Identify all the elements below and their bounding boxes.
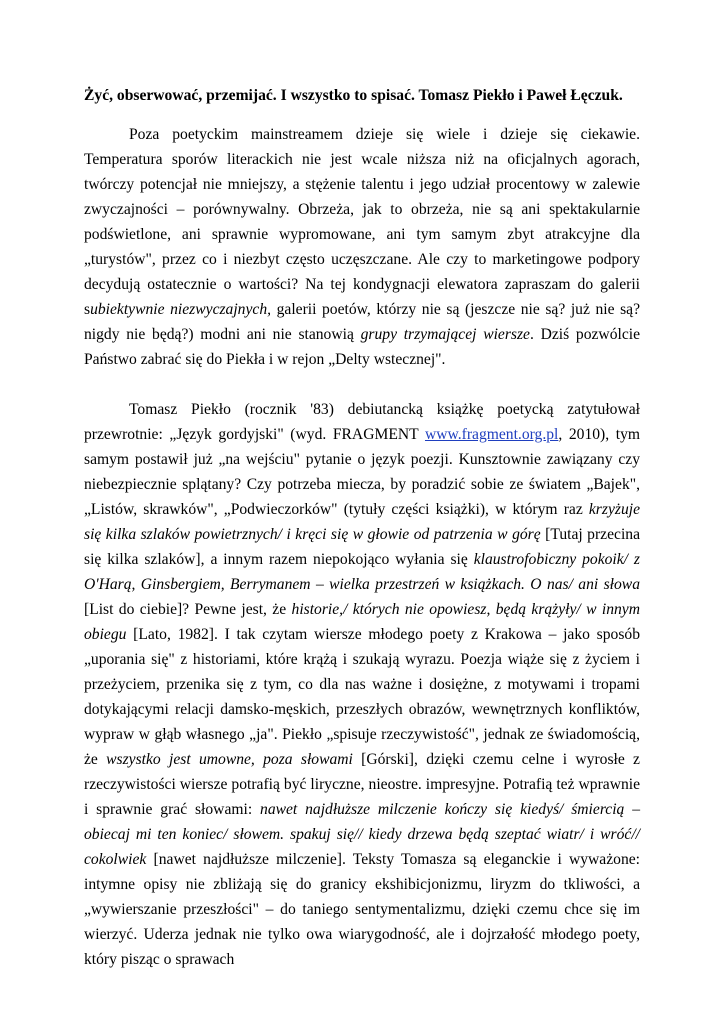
italic-quote: krzyżuje się kilka szlaków powietrznych/ i kręci się w głowie od patrzenia w górę (84, 501, 640, 543)
text-run: . Dziś pozwólcie Państwo zabrać się do Piekła i w rejon „Delty wstecznej". (84, 326, 641, 368)
fragment-website-link[interactable]: www.fragment.org.pl (424, 426, 559, 443)
text-run: [nawet najdłuższe milczenie]. Teksty Tomasza są eleganckie i wyważone: intymne opisy nie zbliżają się do granicy ekshibicjonizmu, liryzm do tkliwości, a „wywierszanie przeszłości" – do taniego sentymentalizmu, dzięki czemu chce się im wierzyć. Uderza jednak nie tylko owa wiarygodność, ale i dojrzałość młodego poety, który pisząc o sprawach (84, 851, 640, 968)
text-run: Tomasz Piekło (rocznik '83) debiutancką książkę poetycką zatytułował przewrotnie: „Język gordyjski" (wyd. FRAGMENT (84, 401, 640, 443)
italic-quote: nawet najdłuższe milczenie kończy się kiedyś/ śmiercią – obiecaj mi ten koniec/ słowem. spakuj się// kiedy drzewa będą szeptać wiatr/ i wróć// cokolwiek (84, 801, 640, 868)
document-title: Żyć, obserwować, przemijać. I wszystko to spisać. Tomasz Piekło i Paweł Łęczuk. (84, 87, 623, 104)
italic-quote: wszystko jest umowne, poza słowami (106, 751, 353, 768)
text-run: [Tutaj przecina się kilka szlaków], a innym razem niepokojąco wyłania się (84, 526, 640, 568)
paragraph-1 (84, 122, 640, 372)
italic-quote: historie,/ których nie opowiesz, będą krążyły/ w innym obiegu (84, 601, 640, 643)
text-run: galerii poetów, którzy nie są (jeszcze nie są? już nie są? nigdy nie będą?) modni ani nie stanowią (84, 301, 640, 343)
text-run: [List do ciebie]? Pewne jest, że (84, 601, 292, 618)
italic-quote: grupy trzymającej wiersze (360, 326, 530, 343)
text-run: , 2010), tym samym postawił już „na wejściu" pytanie o język poezji. Kunsztownie zawiązany czy niebezpiecznie splątany? Czy potrzeba miecza, by poradzić sobie ze światem „Bajek", „Listów, skrawków", „Podwieczorków" (tytuły części książki), w którym raz (84, 426, 641, 518)
text-run: [Górski], dzięki czemu celne i wyrosłe z rzeczywistości wiersze potrafią być liryczne, nieostre. impresyjne. Potrafią też wprawnie i sprawnie grać słowami: (84, 751, 640, 818)
paragraph-2 (84, 397, 640, 972)
italic-quote: klaustrofobiczny pokoik/ z O'Harą, Ginsbergiem, Berrymanem – wielka przestrzeń w książkach. O nas/ ani słowa (84, 551, 640, 593)
italic-quote: ubiektywnie niezwyczajnych, (90, 301, 272, 318)
text-run: [Lato, 1982]. I tak czytam wiersze młodego poety z Krakowa – jako sposób „uporania się" z historiami, które krążą i szukają wyrazu. Poezja wiąże się z życiem i przeżyciem, przenika się z tym, co dla nas ważne i dosiężne, z motywami i tropami dotykającymi relacji damsko-męskich, przeszłych obrazów, wewnętrznych konfliktów, wypraw w głąb własnego „ja". Piekło „spisuje rzeczywistość", jednak ze świadomością, że (84, 626, 640, 768)
text-run: Poza poetyckim mainstreamem dzieje się wiele i dzieje się ciekawie. Temperatura sporów literackich nie jest wcale niższa niż na oficjalnych agorach, twórczy potencjał nie mniejszy, a stężenie talentu i jego udział procentowy w zalewie zwyczajności – porównywalny. Obrzeża, jak to obrzeża, nie są ani spektakularnie podświetlone, ani sprawnie wypromowane, ani tym samym zbyt atrakcyjne dla „turystów", przez co i niezbyt często uczęszczane. Ale czy to marketingowe podpory decydują ostatecznie o wartości? Na tej kondygnacji elewatora zapraszam do galerii s (84, 126, 640, 318)
